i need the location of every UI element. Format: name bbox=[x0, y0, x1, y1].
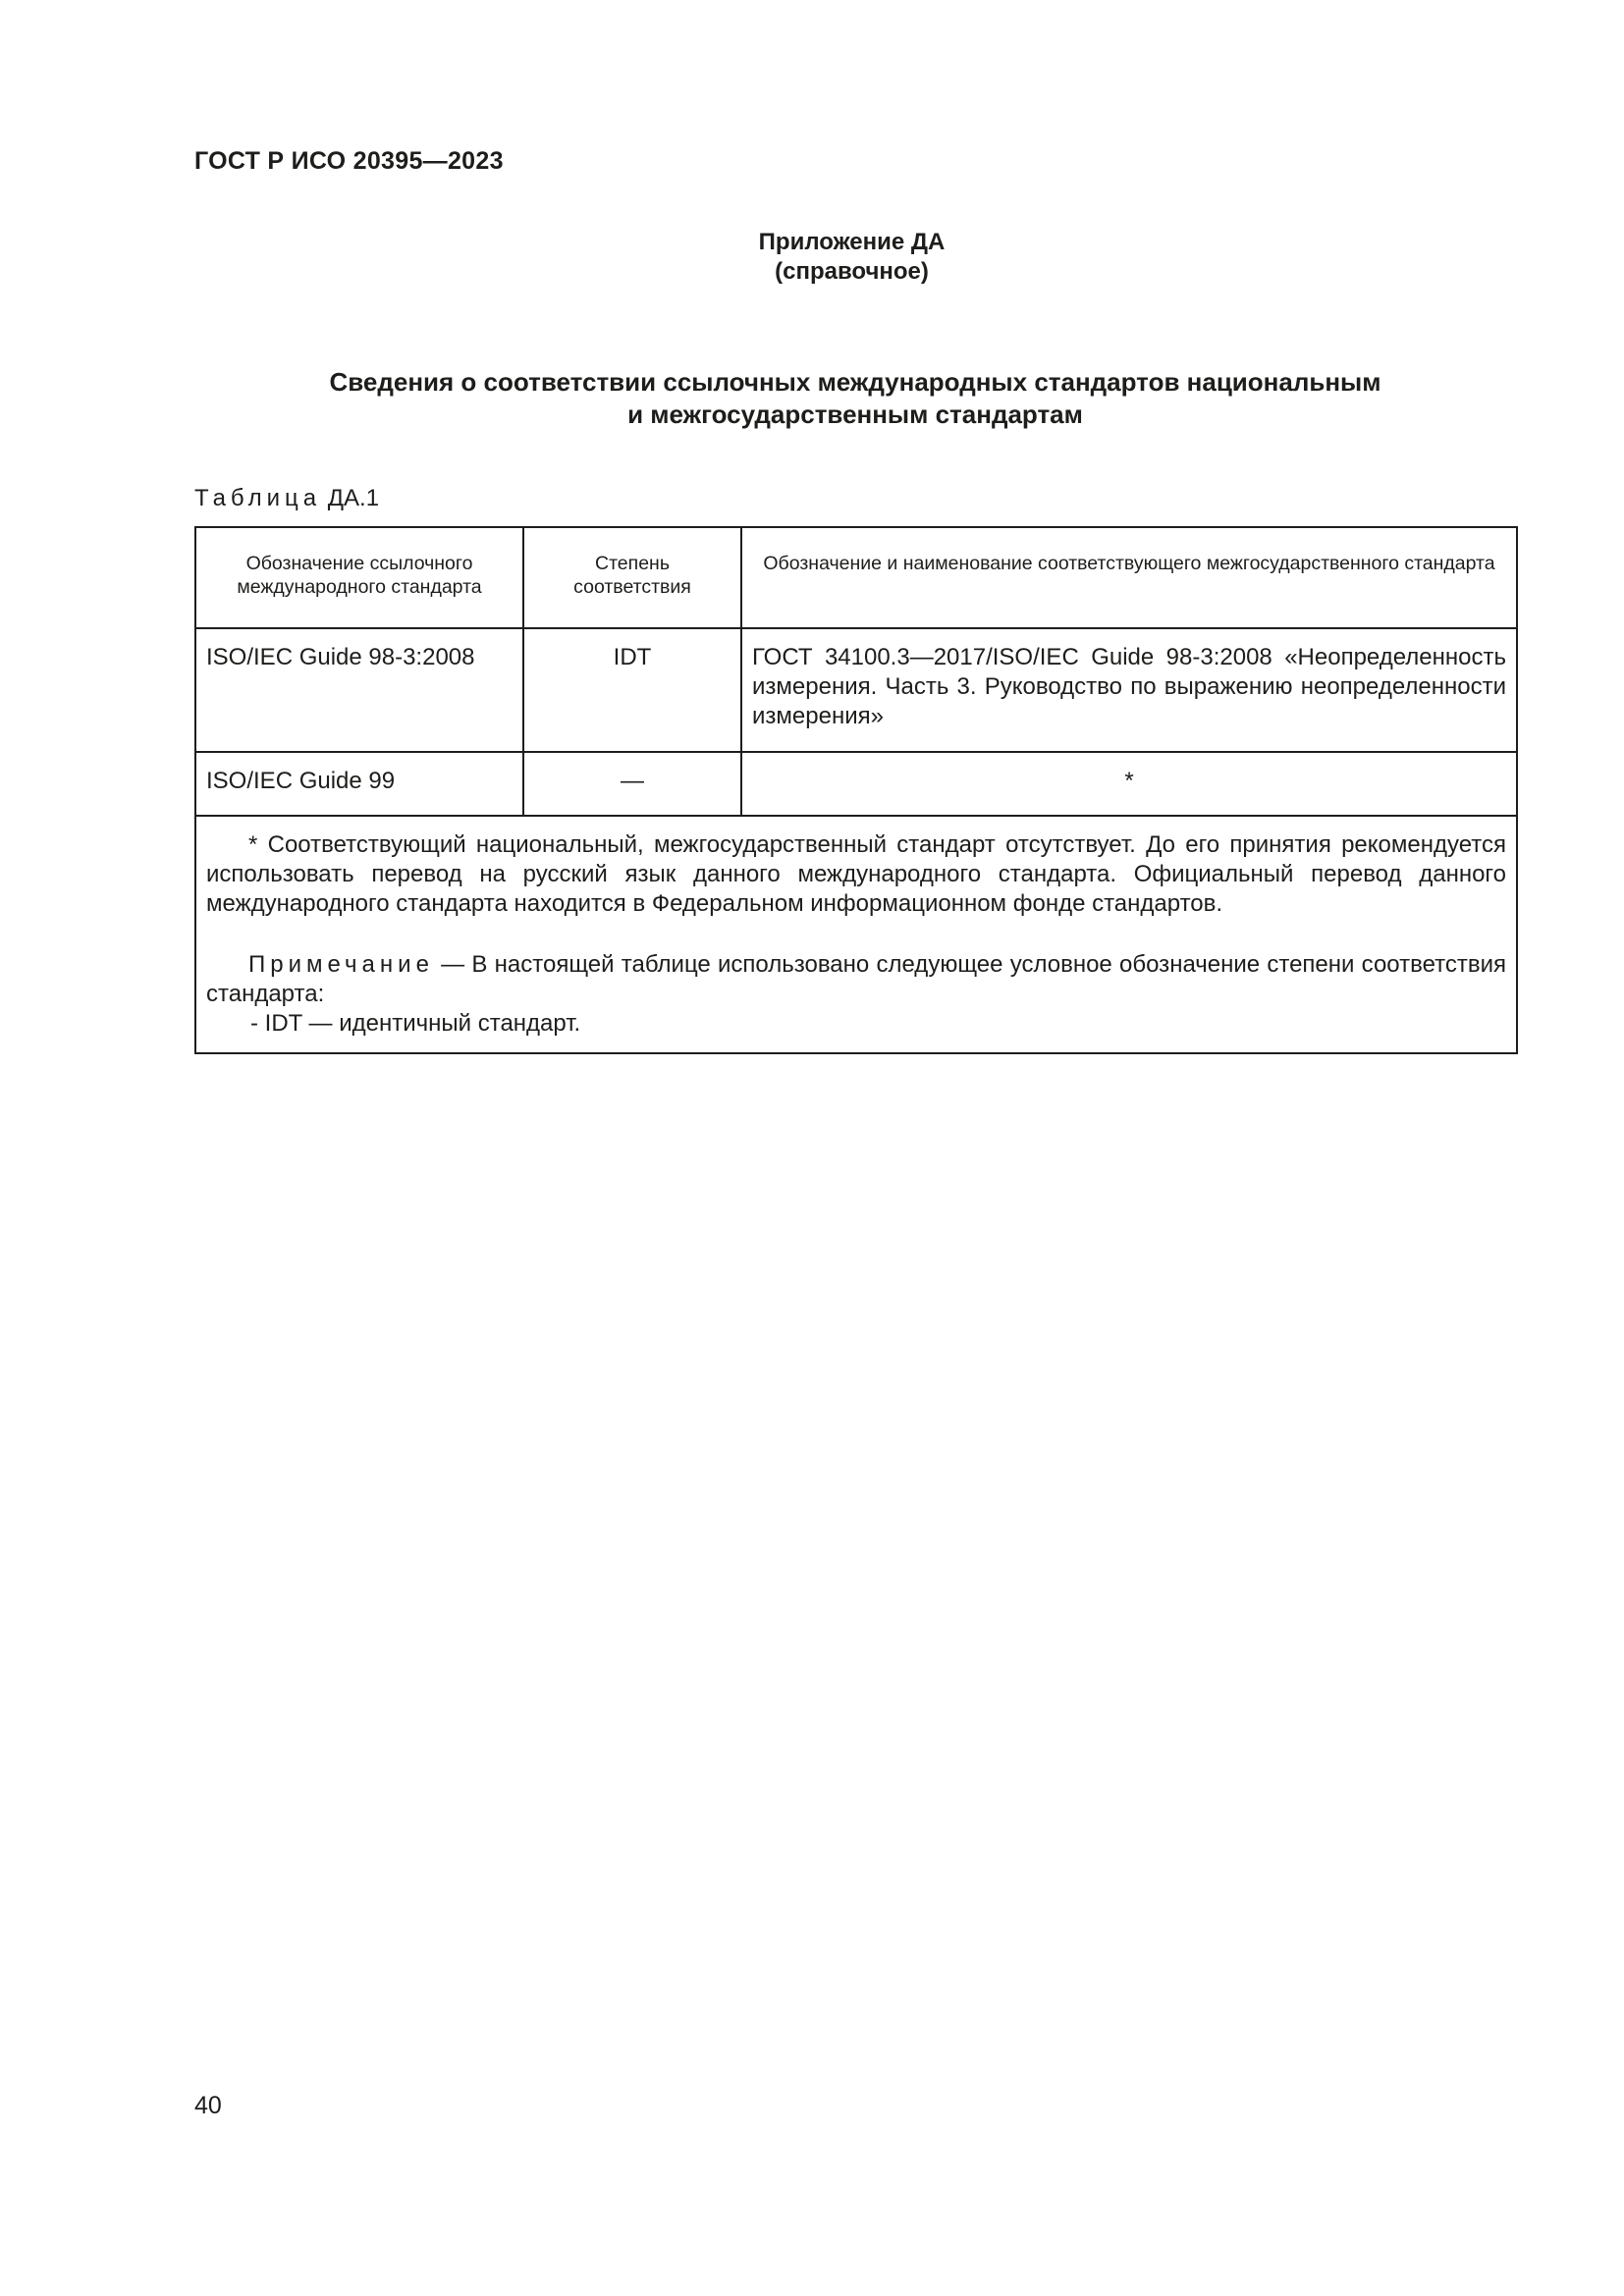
cell-reference-standard: ISO/IEC Guide 99 bbox=[195, 752, 523, 816]
cell-degree: IDT bbox=[523, 628, 741, 752]
cell-national-standard: * bbox=[741, 752, 1517, 816]
note-label: Примечание bbox=[248, 951, 434, 978]
note-list-item: - IDT — идентичный стандарт. bbox=[250, 1010, 581, 1037]
note-text: — В настоящей таблице использовано следующее условное обозначение степени соответствия стандарта: bbox=[206, 951, 1506, 1007]
cell-national-standard: ГОСТ 34100.3—2017/ISO/IEC Guide 98-3:2008 «Неопределенность измерения. Часть 3. Руководство по выражению неопределенности измерения» bbox=[741, 628, 1517, 752]
table-notes-row bbox=[195, 816, 1517, 1053]
appendix-heading bbox=[0, 228, 1624, 287]
table-row bbox=[195, 628, 1517, 752]
section-title bbox=[194, 366, 1516, 431]
column-header-degree: Степень соответствия bbox=[523, 527, 741, 628]
cell-reference-standard: ISO/IEC Guide 98-3:2008 bbox=[195, 628, 523, 752]
table-caption-number: ДА.1 bbox=[327, 485, 380, 511]
page-number: 40 bbox=[194, 2092, 222, 2119]
column-header-reference-standard: Обозначение ссылочного международного стандарта bbox=[195, 527, 523, 628]
appendix-name: Приложение ДА bbox=[758, 229, 946, 255]
table-notes-cell bbox=[195, 816, 1517, 1053]
footnote-text: * Соответствующий национальный, межгосударственный стандарт отсутствует. До его принятия рекомендуется использовать перевод на русский язык данного международного стандарта. Официальный перевод данного международного стандарта находится в Федеральном информационном фонде стандартов. bbox=[206, 831, 1506, 917]
section-title-line-1: Сведения о соответствии ссылочных международных стандартов национальным bbox=[329, 367, 1381, 397]
table-row bbox=[195, 752, 1517, 816]
column-header-national-standard: Обозначение и наименование соответствующего межгосударственного стандарта bbox=[741, 527, 1517, 628]
cell-degree: — bbox=[523, 752, 741, 816]
section-title-line-2: и межгосударственным стандартам bbox=[627, 400, 1083, 429]
table-header-row bbox=[195, 527, 1517, 628]
appendix-kind: (справочное) bbox=[775, 258, 929, 285]
table-caption-word: Таблица bbox=[194, 485, 322, 511]
table-caption bbox=[194, 485, 379, 512]
document-code: ГОСТ Р ИСО 20395—2023 bbox=[194, 147, 504, 175]
correspondence-table bbox=[194, 526, 1518, 1054]
note-paragraph bbox=[206, 950, 1506, 1009]
